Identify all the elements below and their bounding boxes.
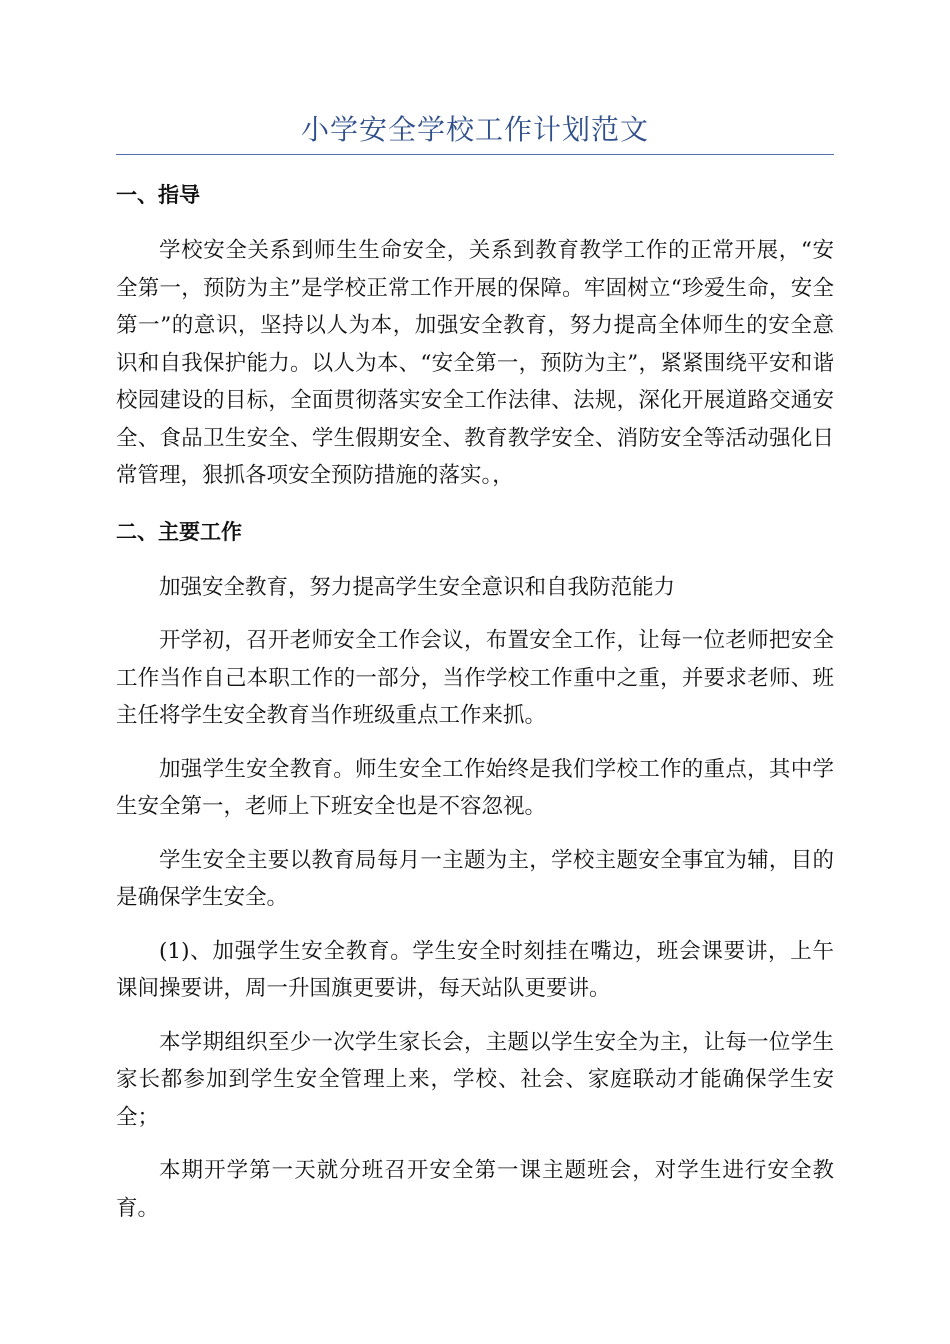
paragraph: 本学期组织至少一次学生家长会，主题以学生安全为主，让每一位学生家长都参加到学生安全管理上来，学校、社会、家庭联动才能确保学生安全； (116, 1029, 834, 1130)
title-underline (116, 154, 834, 155)
document-title: 小学安全学校工作计划范文 (300, 113, 649, 146)
section-guidance (116, 176, 834, 495)
document-body (116, 176, 834, 1227)
paragraph: 学生安全主要以教育局每月一主题为主，学校主题安全事宜为辅，目的是确保学生安全。 (116, 847, 834, 910)
section-heading: 一、指导 (116, 183, 200, 207)
paragraph: 学校安全关系到师生生命安全，关系到教育教学工作的正常开展，“安全第一，预防为主”是学校正常工作开展的保障。牢固树立“珍爱生命，安全第一”的意识，坚持以人为本，加强安全教育，努力提高全体师生的安全意识和自我保护能力。以人为本、“安全第一，预防为主”，紧紧围绕平安和谐校园建设的目标，全面贯彻落实安全工作法律、法规，深化开展道路交通安全、食品卫生安全、学生假期安全、教育教学安全、消防安全等活动强化日常管理，狠抓各项安全预防措施的落实。， (116, 238, 834, 488)
section-heading: 二、主要工作 (116, 519, 242, 544)
paragraph: 加强学生安全教育。师生安全工作始终是我们学校工作的重点，其中学生安全第一，老师上下班安全也是不容忽视。 (116, 756, 834, 819)
paragraph: 本期开学第一天就分班召开安全第一课主题班会，对学生进行安全教育。 (116, 1158, 834, 1221)
paragraph: 开学初，召开老师安全工作会议，布置安全工作，让每一位老师把安全工作当作自己本职工作的一部分，当作学校工作重中之重，并要求老师、班主任将学生安全教育当作班级重点工作来抓。 (116, 628, 834, 728)
paragraph: (1)、加强学生安全教育。学生安全时刻挂在嘴边，班会课要讲，上午课间操要讲，周一升国旗更要讲，每天站队更要讲。 (116, 938, 834, 1001)
paragraph: 加强安全教育，努力提高学生安全意识和自我防范能力 (159, 574, 676, 600)
section-main-work (116, 513, 834, 1228)
